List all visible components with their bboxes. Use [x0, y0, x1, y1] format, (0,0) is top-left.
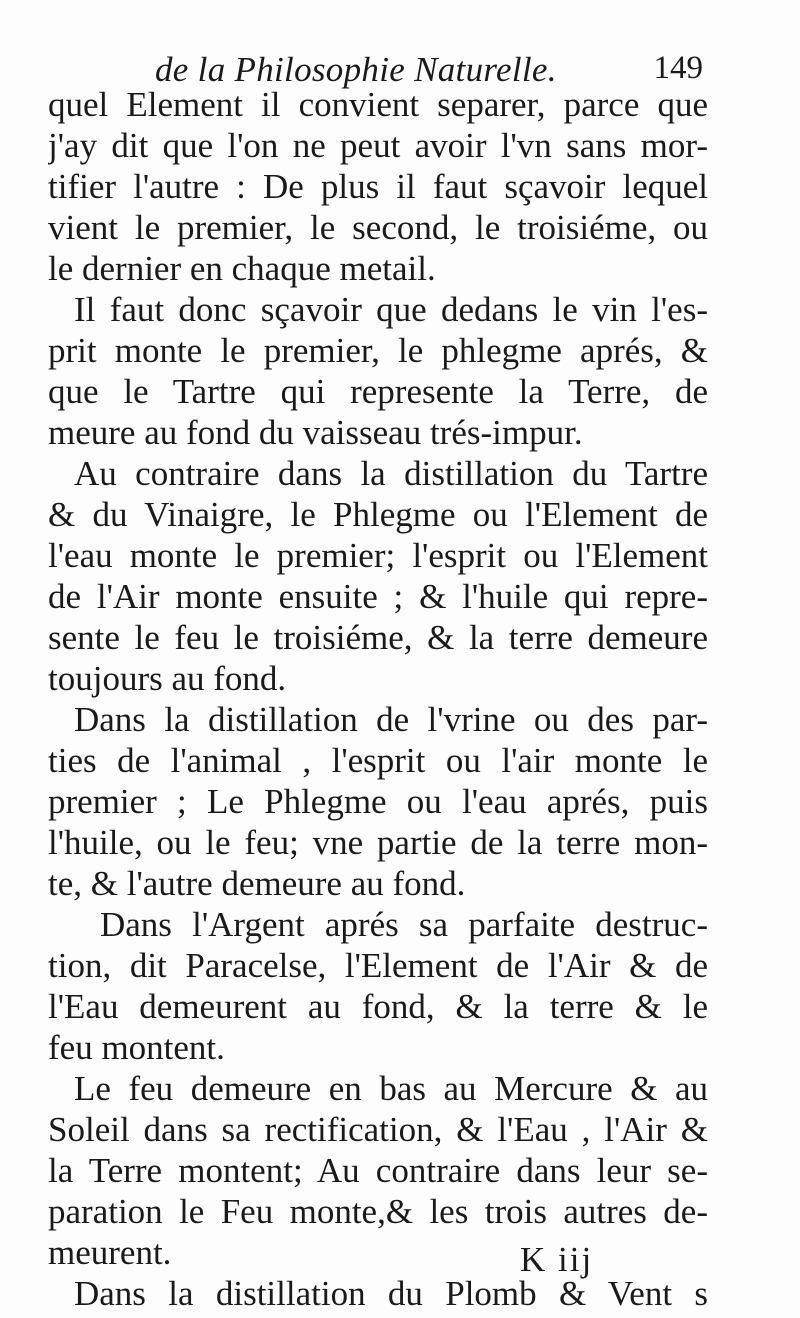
text-line: te, & l'autre demeure au fond. [48, 864, 466, 903]
text-line: toujours au fond. [48, 659, 287, 698]
text-line: meure au fond du vaisseau trés-impur. [48, 413, 583, 452]
text-line: la Terre montent; Au contraire dans leur se- [48, 1151, 708, 1190]
page-number: 149 [653, 50, 703, 86]
text-line: premier ; Le Phlegme ou l'eau aprés, puis [48, 782, 708, 821]
paragraph [48, 1273, 708, 1314]
paragraph [48, 1068, 708, 1273]
text-line: vient le premier, le second, le troisiéme, ou [48, 208, 708, 247]
text-line: Il faut donc sçavoir que dedans le vin l'es- [74, 290, 708, 329]
text-line: prit monte le premier, le phlegme aprés, & [48, 331, 708, 370]
text-line: paration le Feu monte,& les trois autres de- [48, 1192, 708, 1231]
signature-mark: K iij [520, 1240, 594, 1279]
text-line: le dernier en chaque metail. [48, 249, 436, 288]
text-line: Le feu demeure en bas au Mercure & au [74, 1069, 708, 1108]
text-line: tion, dit Paracelse, l'Element de l'Air & de [48, 946, 708, 985]
text-line: & du Vinaigre, le Phlegme ou l'Element de [48, 495, 708, 534]
paragraph [48, 84, 708, 289]
page-body [48, 84, 708, 1314]
paragraph [48, 453, 708, 699]
text-line: Dans la distillation de l'vrine ou des par- [74, 700, 708, 739]
text-line: Au contraire dans la distillation du Tartre [74, 454, 708, 493]
text-line: feu montent. [48, 1028, 225, 1067]
text-line: j'ay dit que l'on ne peut avoir l'vn sans mor- [48, 126, 708, 165]
running-head: de la Philosophie Naturelle. [155, 50, 557, 89]
text-line: que le Tartre qui represente la Terre, de [48, 372, 708, 411]
text-line: Dans la distillation du Plomb & Vent s [74, 1274, 708, 1313]
text-line: l'eau monte le premier; l'esprit ou l'Element [48, 536, 708, 575]
text-line: de l'Air monte ensuite ; & l'huile qui repre- [48, 577, 708, 616]
text-line: sente le feu le troisiéme, & la terre demeure [48, 618, 708, 657]
text-line: Soleil dans sa rectification, & l'Eau , l'Air & [48, 1110, 708, 1149]
text-line: ties de l'animal , l'esprit ou l'air monte le [48, 741, 708, 780]
paragraph [48, 289, 708, 453]
text-line: l'Eau demeurent au fond, & la terre & le [48, 987, 708, 1026]
text-line: quel Element il convient separer, parce que [48, 85, 708, 124]
paragraph [48, 699, 708, 904]
text-line: Dans l'Argent aprés sa parfaite destruc- [100, 905, 708, 944]
text-line: tifier l'autre : De plus il faut sçavoir lequel [48, 167, 708, 206]
paragraph [48, 904, 708, 1068]
text-line: meurent. [48, 1233, 172, 1272]
text-line: l'huile, ou le feu; vne partie de la terre mon- [48, 823, 708, 862]
